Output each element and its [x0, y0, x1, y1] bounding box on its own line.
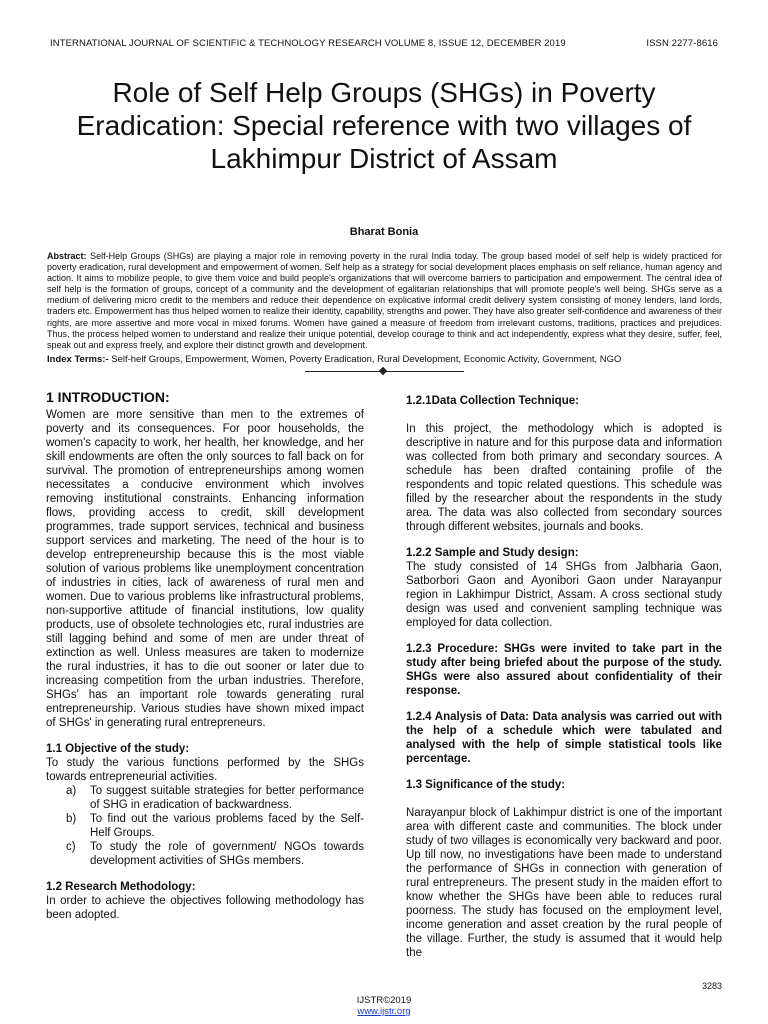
list-item-text: To study the role of government/ NGOs towards development activities of SHGs members. [90, 841, 364, 867]
list-marker: c) [66, 841, 76, 853]
methodology-heading: 1.2 Research Methodology: [46, 881, 196, 893]
paper-title: Role of Self Help Groups (SHGs) in Poverty Eradication: Special reference with two villages of Lakhimpur District of Assam [76, 77, 692, 174]
page-number: 3283 [701, 981, 722, 991]
journal-website-link[interactable]: www.ijstr.org [357, 1006, 411, 1017]
journal-name: INTERNATIONAL JOURNAL OF SCIENTIFIC & TECHNOLOGY RESEARCH VOLUME 8, ISSUE 12, DECEMBER 2019 [50, 38, 566, 49]
issn-number: ISSN 2277-8616 [646, 38, 718, 49]
page-footer [0, 995, 768, 1017]
index-terms-label: Index Terms:- [47, 354, 109, 365]
significance-text: Narayanpur block of Lakhimpur district is one of the important area with different caste and communities. The block under study of two villages is economically very backward and poor. Up till now, no investigations have been made to understand the performance of SHGs in connection with generation of rural entrepreneurs. The present study in the maiden effort to know whether the SHGs have been able to reduces rural poorness. The study has focused on the employment level, income generation and asset creation by the rural people of the village. Further, the study is assumed that it would help the [406, 807, 722, 959]
left-column [46, 390, 364, 922]
analysis-text: 1.2.4 Analysis of Data: Data analysis was carried out with the help of a schedule which were tabulated and analysed with the help of simple statistical tools like percentage. [406, 711, 722, 765]
abstract-label: Abstract: [47, 251, 87, 261]
divider-diamond-icon [379, 367, 387, 375]
methodology-text: In order to achieve the objectives following methodology has been adopted. [46, 895, 364, 921]
index-terms-text: Self-helf Groups, Empowerment, Women, Poverty Eradication, Rural Development, Economic Activity, Government, NGO [108, 354, 622, 365]
list-item [46, 812, 364, 840]
running-header [50, 38, 718, 49]
list-item-text: To suggest suitable strategies for better performance of SHG in eradication of backwardness. [90, 785, 364, 811]
list-item [46, 784, 364, 812]
list-marker: b) [66, 813, 77, 825]
introduction-heading: 1 INTRODUCTION: [46, 389, 170, 405]
introduction-text: Women are more sensitive than men to the extremes of poverty and its consequences. For poor households, the women's capacity to work, her health, her knowledge, and her skill endowments are often the only sources to fall back on for survival. The promotion of entrepreneurships among women necessitates a conducive environment which involves removing institutional constraints. Enhancing information flows, providing access to credit, skill development programmes, trade support services, technical and business support services and marketing. The need of the hour is to develop entrepreneurship because this is the most viable solution of various problems like unemployment concentration of industries in cities, lack of awareness of rural men and women. Due to various problems like infrastructural problems, non-supportive attitude of financial institutions, low quality products, use of obsolete technologies etc, rural industries are still lagging behind and some of men are under threat of extinction as well. Unless measures are taken to modernize the rural industries, it has to die out sooner or later due to increasing competition from the urban industries. Therefore, SHGs' has an important role towards generating rural entrepreneurship. Various studies have shown mixed impact of SHGs' in generating rural entrepreneurs. [46, 409, 364, 729]
list-item [46, 840, 364, 868]
list-marker: a) [66, 785, 77, 797]
data-collection-heading: 1.2.1Data Collection Technique: [406, 395, 579, 407]
data-collection-text: In this project, the methodology which is adopted is descriptive in nature and for this purpose data and information was collected from both primary and secondary sources. A schedule has been drafted containing profile of the respondents and topic related questions. This schedule was filled by the researcher about the respondents in the study area. The data was also collected from secondary sources through different websites, journals and books. [406, 423, 722, 533]
abstract [47, 251, 722, 351]
objective-text: To study the various functions performed by the SHGs towards entrepreneurial activities. [46, 757, 364, 783]
abstract-text: Self-Help Groups (SHGs) are playing a major role in removing poverty in the rural India today. The group based model of self help is widely practiced for poverty eradication, rural development and empowerment of women. Self help as a strategy for social development places emphasis on self reliance, human agency and action. It aims to mobilize people, to give them voice and build people's organizations that will overcome barriers to participation and empowerment. The central idea of self help is the formation of groups, concept of a community and the development of egalitarian relationships that will promote people's well being. SHGs serve as a medium of delivering micro credit to the members and reduce their dependence on explicative informal credit delivery system consisting of money lenders, land lords, traders etc. Empowerment has thus helped women to realize their identity, capability, strengths and power. They have also greater self-confidence and awareness of their rights, are more assertive and more vocal in mixed forums. Women have gained a measure of freedom from irrelevant customs, traditions, practices and prejudices. Thus, the process helped women to understand and realize their unique potential, develop courage to think and act independently, express what they desire, suffer, feel, speak out and express freely, and explore their distinct growth and development. [47, 251, 722, 350]
sample-text: The study consisted of 14 SHGs from Jalbharia Gaon, Satborbori Gaon and Ayonibori Gaon under Narayanpur region in Lakhimpur District, Assam. A cross sectional study design was used and convenient sampling technique was employed for data collection. [406, 561, 722, 629]
list-item-text: To find out the various problems faced by the Self-Helf Groups. [90, 813, 364, 839]
significance-heading: 1.3 Significance of the study: [406, 779, 566, 791]
right-column [406, 390, 722, 960]
objective-heading: 1.1 Objective of the study: [46, 743, 190, 755]
index-terms [47, 354, 722, 366]
footer-copyright: IJSTR©2019 [356, 995, 412, 1006]
objectives-list [46, 784, 364, 868]
sample-heading: 1.2.2 Sample and Study design: [406, 547, 579, 559]
author-name: Bharat Bonia [349, 226, 419, 238]
procedure-text: 1.2.3 Procedure: SHGs were invited to take part in the study after being briefed about the purpose of the study. SHGs were also assured about confidentiality of their response. [406, 643, 722, 697]
